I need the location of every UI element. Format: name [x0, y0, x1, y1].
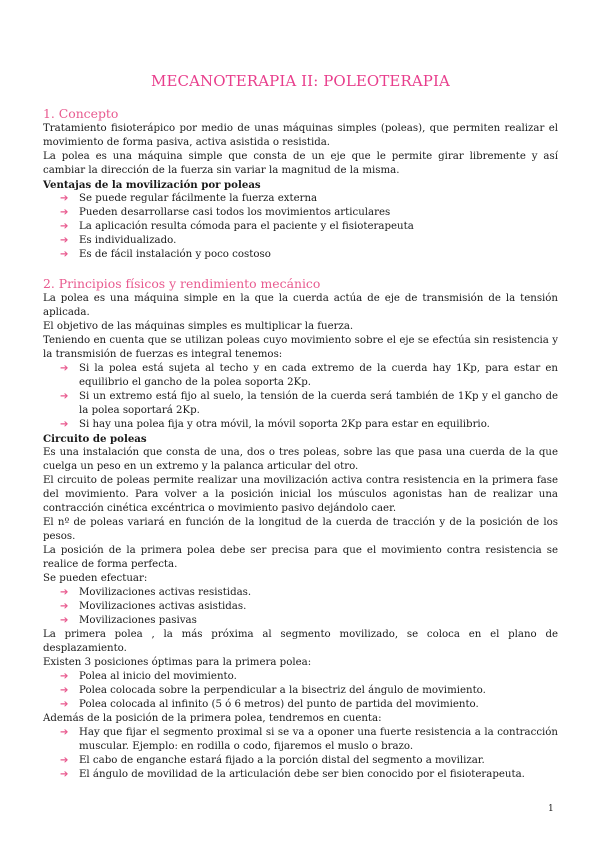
- list-item: ➔ Polea colocada sobre la perpendicular a la bisectriz del ángulo de movimiento.: [60, 685, 486, 696]
- list-item: ➔ Si hay una polea fija y otra móvil, la móvil soporta 2Kp para estar en equilibrio.: [60, 419, 490, 430]
- list-item: ➔ El ángulo de movilidad de la articulación debe ser bien conocido por el fisioterapeuta.: [60, 769, 525, 780]
- paragraph: Tratamiento fisioterápico por medio de unas máquinas simples (poleas), que permiten realizar el movimiento de forma pasiva, activa asistida o resistida.: [43, 123, 558, 148]
- page-number: 1: [548, 804, 554, 814]
- list-item: ➔ Si un extremo está fijo al suelo, la tensión de la cuerda será también de 1Kp y el gancho de la polea soportará 2Kp.: [60, 391, 558, 416]
- arrow-bullet-icon: ➔: [60, 587, 69, 598]
- arrow-bullet-icon: ➔: [60, 193, 69, 204]
- section-heading-principios: 2. Principios físicos y rendimiento mecánico: [43, 276, 321, 291]
- paragraph: Teniendo en cuenta que se utilizan poleas cuyo movimiento sobre el eje se efectúa sin resistencia y la transmisión de fuerzas es integral tenemos:: [43, 335, 558, 360]
- arrow-bullet-icon: ➔: [60, 419, 69, 430]
- subheading-ventajas: Ventajas de la movilización por poleas: [43, 179, 261, 191]
- paragraph: El circuito de poleas permite realizar una movilización activa contra resistencia en la primera fase del movimiento. Para volver a la posición inicial los músculos agonistas han de realizar una contracción cinética excéntrica o movimiento pasivo dejándolo caer.: [43, 475, 558, 514]
- list-item: ➔ Hay que fijar el segmento proximal si se va a oponer una fuerte resistencia a la contracción muscular. Ejemplo: en rodilla o codo, fijaremos el muslo o brazo.: [60, 727, 558, 752]
- arrow-bullet-icon: ➔: [60, 685, 69, 696]
- list-item: ➔ El cabo de enganche estará fijado a la porción distal del segmento a movilizar.: [60, 755, 485, 766]
- list-item: ➔ Polea al inicio del movimiento.: [60, 671, 237, 682]
- arrow-bullet-icon: ➔: [60, 699, 69, 710]
- arrow-bullet-icon: ➔: [60, 727, 69, 738]
- list-item: ➔ Pueden desarrollarse casi todos los movimientos articulares: [60, 207, 391, 218]
- arrow-bullet-icon: ➔: [60, 755, 69, 766]
- paragraph: La polea es una máquina simple en la que la cuerda actúa de eje de transmisión de la tensión aplicada.: [43, 293, 558, 318]
- list-item: ➔ Polea colocada al infinito (5 ó 6 metros) del punto de partida del movimiento.: [60, 699, 479, 710]
- consideraciones-list: [43, 726, 558, 782]
- list-item: ➔ Es individualizado.: [60, 235, 177, 246]
- document-title: MECANOTERAPIA II: POLEOTERAPIA: [151, 72, 450, 90]
- paragraph: El objetivo de las máquinas simples es multiplicar la fuerza.: [43, 321, 354, 332]
- section-heading-concepto: 1. Concepto: [43, 106, 119, 121]
- arrow-bullet-icon: ➔: [60, 769, 69, 780]
- paragraph: Es una instalación que consta de una, dos o tres poleas, sobre las que pasa una cuerda de la que cuelga un peso en un extremo y la palanca articular del otro.: [43, 447, 558, 472]
- equilibrio-list: [43, 362, 558, 432]
- arrow-bullet-icon: ➔: [60, 235, 69, 246]
- ventajas-list: [43, 192, 558, 262]
- arrow-bullet-icon: ➔: [60, 207, 69, 218]
- paragraph: Se pueden efectuar:: [43, 573, 148, 584]
- arrow-bullet-icon: ➔: [60, 221, 69, 232]
- list-item: ➔ Movilizaciones pasivas: [60, 615, 197, 626]
- arrow-bullet-icon: ➔: [60, 249, 69, 260]
- paragraph: El nº de poleas variará en función de la longitud de la cuerda de tracción y de la posición de los pesos.: [43, 517, 558, 542]
- arrow-bullet-icon: ➔: [60, 363, 69, 374]
- list-item: ➔ Movilizaciones activas resistidas.: [60, 587, 252, 598]
- posiciones-list: [43, 670, 558, 712]
- paragraph: Existen 3 posiciones óptimas para la primera polea:: [43, 657, 312, 668]
- arrow-bullet-icon: ➔: [60, 615, 69, 626]
- subheading-circuito: Circuito de poleas: [43, 433, 147, 445]
- arrow-bullet-icon: ➔: [60, 391, 69, 402]
- document-page: [43, 72, 558, 782]
- list-item: ➔ La aplicación resulta cómoda para el paciente y el fisioterapeuta: [60, 221, 414, 232]
- paragraph: Además de la posición de la primera polea, tendremos en cuenta:: [43, 713, 382, 724]
- arrow-bullet-icon: ➔: [60, 671, 69, 682]
- paragraph: La primera polea , la más próxima al segmento movilizado, se coloca en el plano de desplazamiento.: [43, 629, 558, 654]
- list-item: ➔ Si la polea está sujeta al techo y en cada extremo de la cuerda hay 1Kp, para estar en equilibrio el gancho de la polea soporta 2Kp.: [60, 363, 558, 388]
- arrow-bullet-icon: ➔: [60, 601, 69, 612]
- list-item: ➔ Es de fácil instalación y poco costoso: [60, 249, 271, 260]
- list-item: ➔ Movilizaciones activas asistidas.: [60, 601, 247, 612]
- paragraph: La posición de la primera polea debe ser precisa para que el movimiento contra resistencia se realice de forma perfecta.: [43, 545, 558, 570]
- movilizaciones-list: [43, 586, 558, 628]
- list-item: ➔ Se puede regular fácilmente la fuerza externa: [60, 193, 318, 204]
- paragraph: La polea es una máquina simple que consta de un eje que le permite girar libremente y así cambiar la dirección de la fuerza sin variar la magnitud de la misma.: [43, 151, 558, 176]
